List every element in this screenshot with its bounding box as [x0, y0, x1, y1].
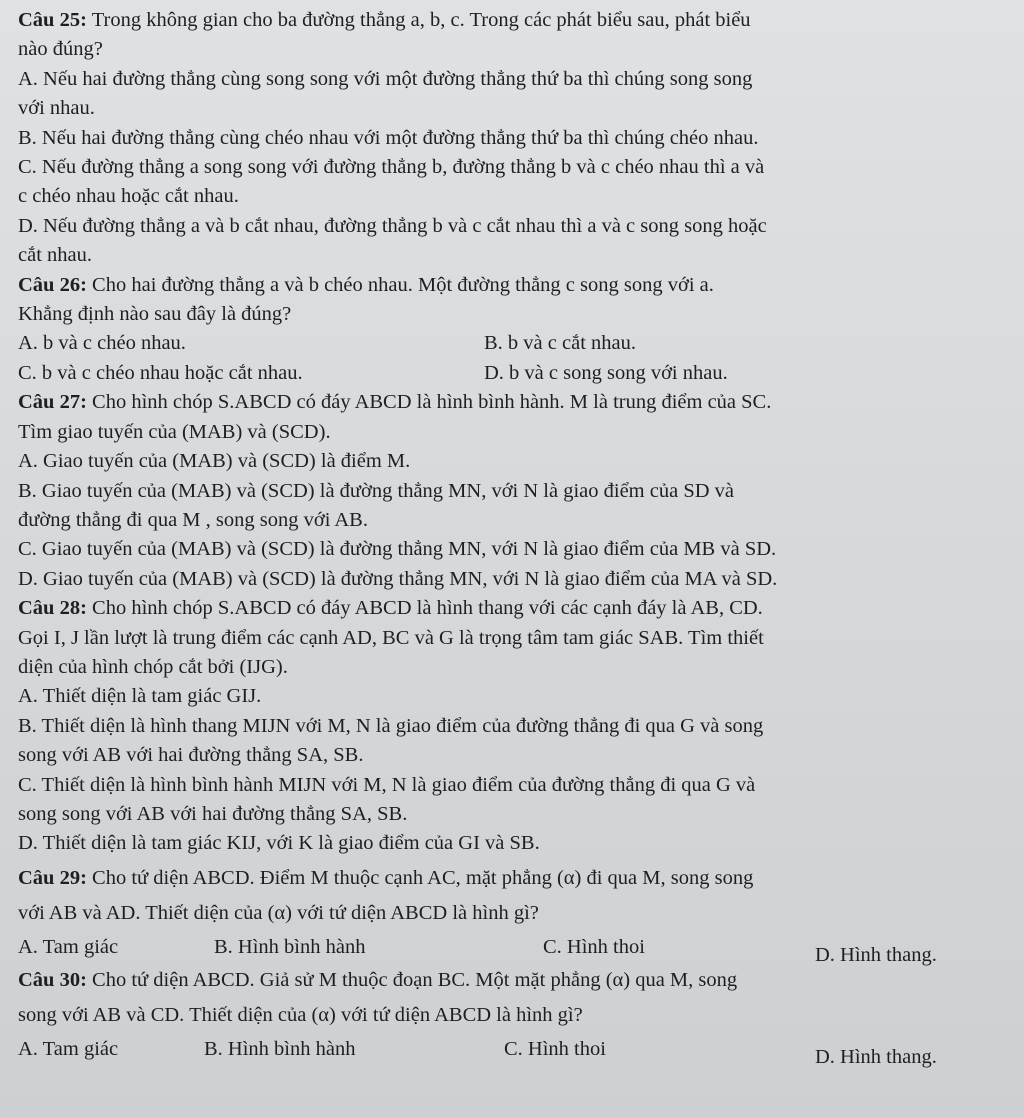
- question-29: [18, 861, 1000, 966]
- question-29-title: Câu 29:: [18, 866, 87, 889]
- question-25-option-c-cont: c chéo nhau hoặc cắt nhau.: [18, 185, 239, 208]
- question-27-option-d: D. Giao tuyến của (MAB) và (SCD) là đường thẳng MN, với N là giao điểm của MA và SD.: [18, 567, 778, 590]
- question-30-stem-line-1: Câu 30: Cho tứ diện ABCD. Giả sử M thuộc đoạn BC. Một mặt phẳng (α) qua M, song: [18, 968, 738, 991]
- question-30-option-a: A. Tam giác: [18, 1037, 119, 1060]
- question-26-stem-line-1: Câu 26: Cho hai đường thẳng a và b chéo nhau. Một đường thẳng c song song với a.: [18, 273, 714, 296]
- question-28-stem-line-2: Gọi I, J lần lượt là trung điểm các cạnh AD, BC và G là trọng tâm tam giác SAB. Tìm thiết: [18, 626, 764, 649]
- question-30: [18, 963, 1000, 1068]
- question-26-options-row-2: [18, 359, 1000, 388]
- question-30-option-b: B. Hình bình hành: [204, 1037, 356, 1060]
- question-25-title: Câu 25:: [18, 9, 87, 31]
- question-28-option-d: D. Thiết diện là tam giác KIJ, với K là giao điểm của GI và SB.: [18, 832, 540, 855]
- question-25-option-b: B. Nếu hai đường thẳng cùng chéo nhau với một đường thẳng thứ ba thì chúng chéo nhau.: [18, 126, 759, 149]
- question-29-options-row: [18, 931, 1000, 966]
- question-29-stem-line-2: với AB và AD. Thiết diện của (α) với tứ diện ABCD là hình gì?: [18, 901, 539, 924]
- question-26-option-a: A. b và c chéo nhau.: [18, 332, 186, 355]
- question-28-option-b: B. Thiết diện là hình thang MIJN với M, N là giao điểm của đường thẳng đi qua G và song: [18, 714, 764, 737]
- question-28-option-b-cont: song với AB với hai đường thẳng SA, SB.: [18, 744, 364, 767]
- question-27-option-b: B. Giao tuyến của (MAB) và (SCD) là đường thẳng MN, với N là giao điểm của SD và: [18, 479, 734, 502]
- question-28-option-a: A. Thiết diện là tam giác GIJ.: [18, 685, 262, 708]
- question-25-option-d-cont: cắt nhau.: [18, 244, 92, 267]
- question-26-title: Câu 26:: [18, 273, 87, 296]
- question-25-stem-line-2: nào đúng?: [18, 38, 103, 61]
- question-26-option-c: C. b và c chéo nhau hoặc cắt nhau.: [18, 361, 303, 384]
- question-27: [18, 388, 1000, 594]
- question-30-option-c: C. Hình thoi: [504, 1037, 606, 1060]
- question-27-stem-line-1: Câu 27: Cho hình chóp S.ABCD có đáy ABCD là hình bình hành. M là trung điểm của SC.: [18, 391, 772, 414]
- question-27-option-a: A. Giao tuyến của (MAB) và (SCD) là điểm M.: [18, 450, 411, 473]
- question-28-option-c: C. Thiết diện là hình bình hành MIJN với M, N là giao điểm của đường thẳng đi qua G và: [18, 773, 756, 796]
- question-26-options-row-1: [18, 329, 1000, 358]
- question-26-option-d: D. b và c song song với nhau.: [484, 361, 728, 384]
- question-25-option-d: D. Nếu đường thẳng a và b cắt nhau, đường thẳng b và c cắt nhau thì a và c song song hoặc: [18, 214, 767, 237]
- question-30-title: Câu 30:: [18, 968, 87, 991]
- question-27-title: Câu 27:: [18, 391, 87, 414]
- question-30-options-row: [18, 1033, 1000, 1068]
- question-26-option-b: B. b và c cắt nhau.: [484, 332, 636, 355]
- question-28: [18, 594, 1000, 859]
- question-25: [18, 6, 1000, 271]
- question-29-option-d: D. Hình thang.: [815, 943, 937, 966]
- question-28-title: Câu 28:: [18, 597, 87, 620]
- question-26: [18, 271, 1000, 389]
- question-29-option-b: B. Hình bình hành: [214, 935, 366, 958]
- question-30-option-d: D. Hình thang.: [815, 1045, 937, 1068]
- question-27-stem-line-2: Tìm giao tuyến của (MAB) và (SCD).: [18, 420, 331, 443]
- question-29-option-c: C. Hình thoi: [543, 935, 645, 958]
- question-30-stem-line-2: song với AB và CD. Thiết diện của (α) với tứ diện ABCD là hình gì?: [18, 1003, 583, 1026]
- question-25-option-c: C. Nếu đường thẳng a song song với đường thẳng b, đường thẳng b và c chéo nhau thì a và: [18, 156, 765, 179]
- question-29-option-a: A. Tam giác: [18, 935, 119, 958]
- question-29-stem-line-1: Câu 29: Cho tứ diện ABCD. Điểm M thuộc cạnh AC, mặt phẳng (α) đi qua M, song song: [18, 866, 754, 889]
- question-27-option-c: C. Giao tuyến của (MAB) và (SCD) là đường thẳng MN, với N là giao điểm của MB và SD.: [18, 538, 777, 561]
- question-26-stem-line-2: Khẳng định nào sau đây là đúng?: [18, 303, 292, 326]
- question-28-stem-line-1: Câu 28: Cho hình chóp S.ABCD có đáy ABCD là hình thang với các cạnh đáy là AB, CD.: [18, 597, 763, 620]
- question-25-option-a-cont: với nhau.: [18, 97, 95, 120]
- question-28-option-c-cont: song song với AB với hai đường thẳng SA, SB.: [18, 802, 408, 825]
- question-25-option-a: A. Nếu hai đường thẳng cùng song song với một đường thẳng thứ ba thì chúng song song: [18, 67, 753, 90]
- question-25-stem-line-1: Câu 25: Trong không gian cho ba đường thẳng a, b, c. Trong các phát biểu sau, phát biểu: [18, 9, 751, 31]
- question-27-option-b-cont: đường thẳng đi qua M , song song với AB.: [18, 508, 368, 531]
- question-28-stem-line-3: diện của hình chóp cắt bởi (IJG).: [18, 655, 288, 678]
